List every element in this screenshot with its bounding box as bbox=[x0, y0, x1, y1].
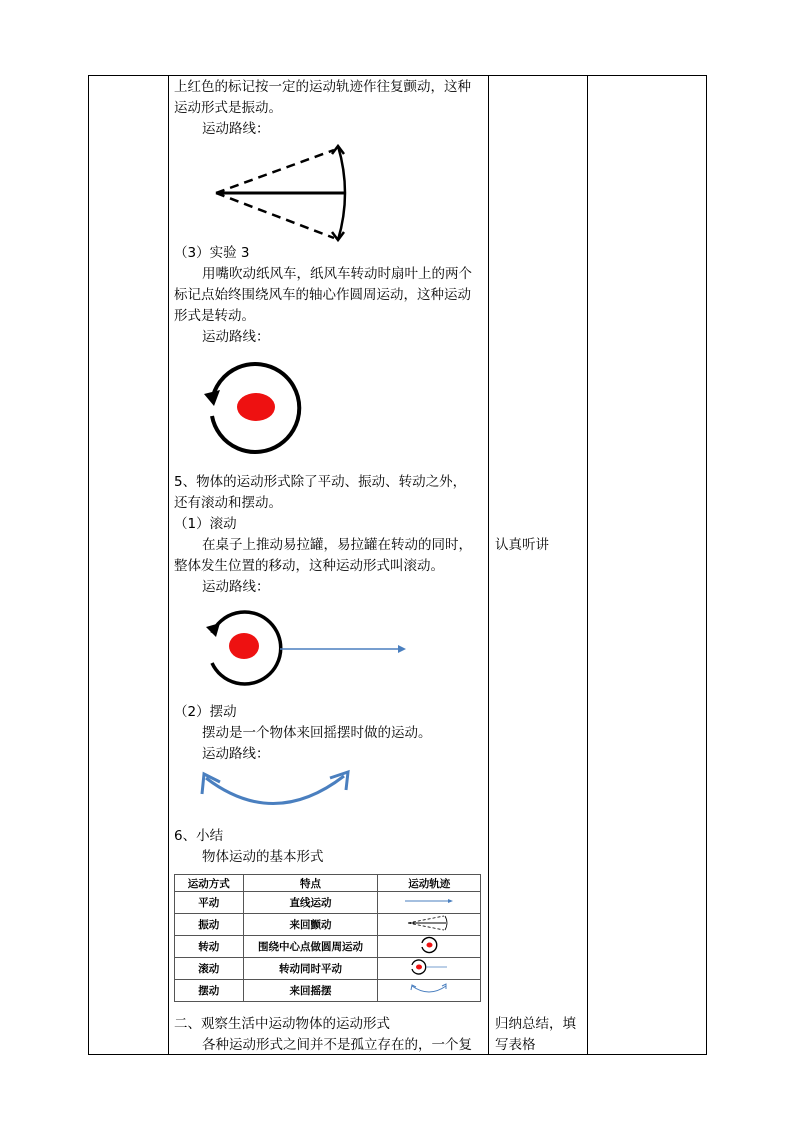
student-activity-summary-line1: 归纳总结，填 bbox=[495, 1016, 576, 1032]
rolling-trajectory-icon bbox=[409, 958, 449, 976]
cell-trajectory bbox=[378, 892, 481, 914]
cell-mode: 振动 bbox=[175, 914, 244, 936]
cell-feature: 来回颤动 bbox=[243, 914, 378, 936]
sec6-sub: 物体运动的基本形式 bbox=[202, 849, 324, 865]
table-border-col2 bbox=[488, 75, 489, 1055]
sec2-heading: 二、观察生活中运动物体的运动形式 bbox=[174, 1016, 390, 1032]
cell-feature: 来回摇摆 bbox=[243, 980, 378, 1002]
rolling-route-diagram bbox=[200, 605, 415, 695]
sec5-line1: 5、物体的运动形式除了平动、振动、转动之外， bbox=[174, 474, 467, 490]
table-header-row bbox=[175, 875, 481, 892]
cell-trajectory bbox=[378, 980, 481, 1002]
student-activity-summary-line2: 写表格 bbox=[495, 1037, 536, 1053]
rotation-trajectory-icon bbox=[419, 936, 439, 954]
table-row bbox=[175, 958, 481, 980]
header-trajectory: 运动轨迹 bbox=[378, 875, 481, 892]
swinging-trajectory-icon bbox=[409, 982, 449, 996]
motion-summary-table bbox=[174, 874, 481, 1002]
sec6-heading: 6、小结 bbox=[174, 828, 224, 844]
cell-trajectory bbox=[378, 936, 481, 958]
cell-feature: 直线运动 bbox=[243, 892, 378, 914]
vibration-trajectory-icon bbox=[406, 914, 452, 932]
table-row bbox=[175, 914, 481, 936]
cell-feature: 围绕中心点做圆周运动 bbox=[243, 936, 378, 958]
table-border-col1 bbox=[168, 75, 169, 1055]
cell-mode: 平动 bbox=[175, 892, 244, 914]
cell-feature: 转动同时平动 bbox=[243, 958, 378, 980]
roll-line1: 在桌子上推动易拉罐，易拉罐在转动的同时， bbox=[202, 537, 472, 553]
exp3-line3: 形式是转动。 bbox=[174, 308, 255, 324]
route-label-rolling: 运动路线： bbox=[202, 579, 270, 595]
exp3-heading: （3）实验 3 bbox=[174, 245, 250, 261]
cell-mode: 转动 bbox=[175, 936, 244, 958]
cell-mode: 滚动 bbox=[175, 958, 244, 980]
p1-line2: 运动形式是振动。 bbox=[174, 100, 282, 116]
rotation-route-diagram bbox=[200, 358, 310, 458]
exp3-line2: 标记点始终围绕风车的轴心作圆周运动，这种运动 bbox=[174, 287, 471, 303]
swinging-route-diagram bbox=[198, 768, 353, 813]
swing-heading: （2）摆动 bbox=[174, 704, 237, 720]
header-feature: 特点 bbox=[243, 875, 378, 892]
table-border-right bbox=[706, 75, 707, 1055]
swing-line1: 摆动是一个物体来回摇摆时做的运动。 bbox=[202, 725, 432, 741]
route-label-swinging: 运动路线： bbox=[202, 746, 270, 762]
roll-heading: （1）滚动 bbox=[174, 516, 237, 532]
sec5-line2: 还有滚动和摆动。 bbox=[174, 495, 282, 511]
cell-trajectory bbox=[378, 914, 481, 936]
vibration-route-diagram bbox=[210, 140, 360, 250]
student-activity-listen: 认真听讲 bbox=[495, 537, 549, 553]
p1-line1: 上红色的标记按一定的运动轨迹作往复颤动，这种 bbox=[174, 79, 471, 95]
route-label-rotation: 运动路线： bbox=[202, 329, 270, 345]
header-mode: 运动方式 bbox=[175, 875, 244, 892]
exp3-line1: 用嘴吹动纸风车，纸风车转动时扇叶上的两个 bbox=[202, 266, 472, 282]
table-row bbox=[175, 892, 481, 914]
table-row bbox=[175, 980, 481, 1002]
sec2-line1: 各种运动形式之间并不是孤立存在的，一个复 bbox=[202, 1037, 472, 1053]
route-label-vibration: 运动路线： bbox=[202, 121, 270, 137]
table-top-border bbox=[88, 75, 707, 76]
roll-line2: 整体发生位置的移动，这种运动形式叫滚动。 bbox=[174, 558, 444, 574]
translation-trajectory-icon bbox=[403, 896, 455, 906]
table-border-left bbox=[88, 75, 89, 1055]
table-row bbox=[175, 936, 481, 958]
cell-mode: 摆动 bbox=[175, 980, 244, 1002]
table-border-col3 bbox=[587, 75, 588, 1055]
cell-trajectory bbox=[378, 958, 481, 980]
